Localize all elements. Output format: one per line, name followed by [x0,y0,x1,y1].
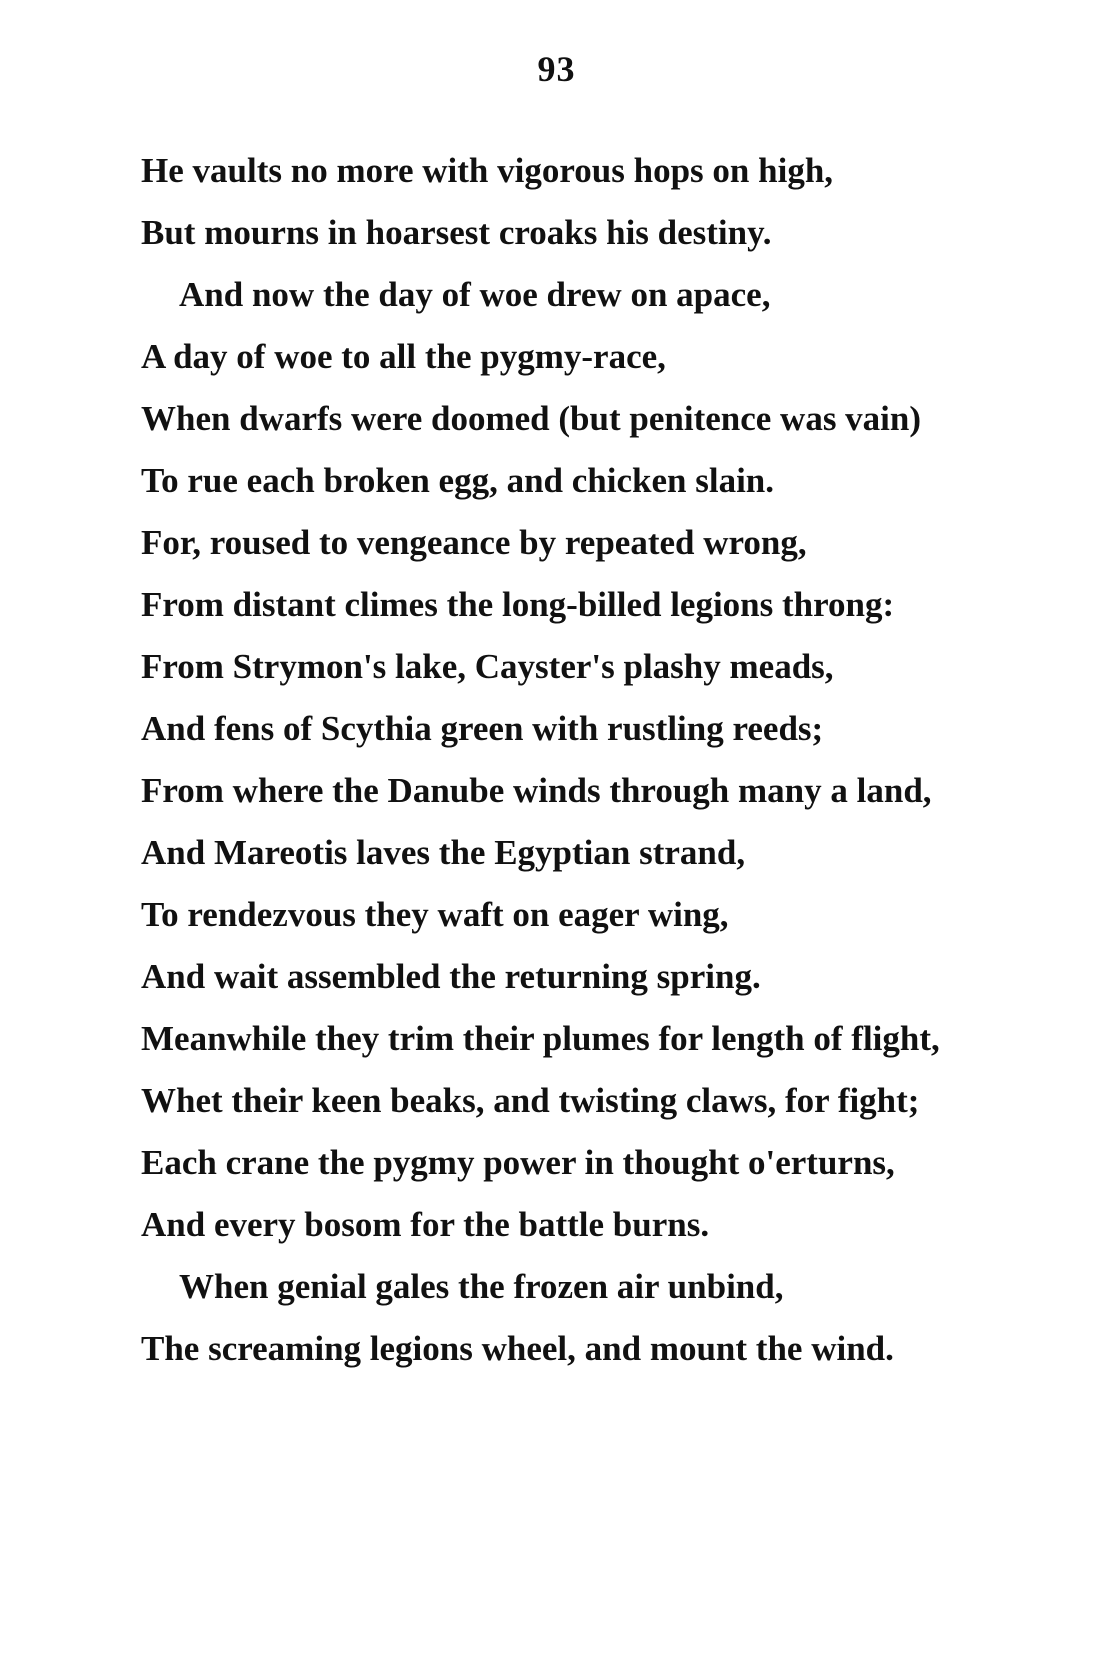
poem-line: From where the Danube winds through many a land, [141,771,932,810]
page-number: 93 [537,49,576,89]
poem-line: When genial gales the frozen air unbind, [179,1267,784,1306]
poem-line: To rue each broken egg, and chicken slain. [141,461,775,500]
poem-line: The screaming legions wheel, and mount the wind. [141,1329,894,1368]
poem-line: A day of woe to all the pygmy-race, [141,337,666,376]
poem-line: He vaults no more with vigorous hops on high, [141,151,834,190]
poem-line: And wait assembled the returning spring. [141,957,761,996]
poem-line: Meanwhile they trim their plumes for length of flight, [141,1019,940,1058]
poem-line: And every bosom for the battle burns. [141,1205,710,1244]
poem-line: To rendezvous they waft on eager wing, [141,895,729,934]
poem-line: But mourns in hoarsest croaks his destiny. [141,213,772,252]
poem-line: When dwarfs were doomed (but penitence was vain) [141,399,922,438]
poem-line: For, roused to vengeance by repeated wrong, [141,523,807,562]
poem-line: And fens of Scythia green with rustling reeds; [141,709,824,748]
poem-line: Whet their keen beaks, and twisting claws, for fight; [141,1081,920,1120]
poem-line: Each crane the pygmy power in thought o'erturns, [141,1143,895,1182]
poem-line: From Strymon's lake, Cayster's plashy meads, [141,647,834,686]
poem-text [141,140,1041,1380]
poem-line: And now the day of woe drew on apace, [179,275,771,314]
poem-line: And Mareotis laves the Egyptian strand, [141,833,746,872]
poem-line: From distant climes the long-billed legions throng: [141,585,895,624]
